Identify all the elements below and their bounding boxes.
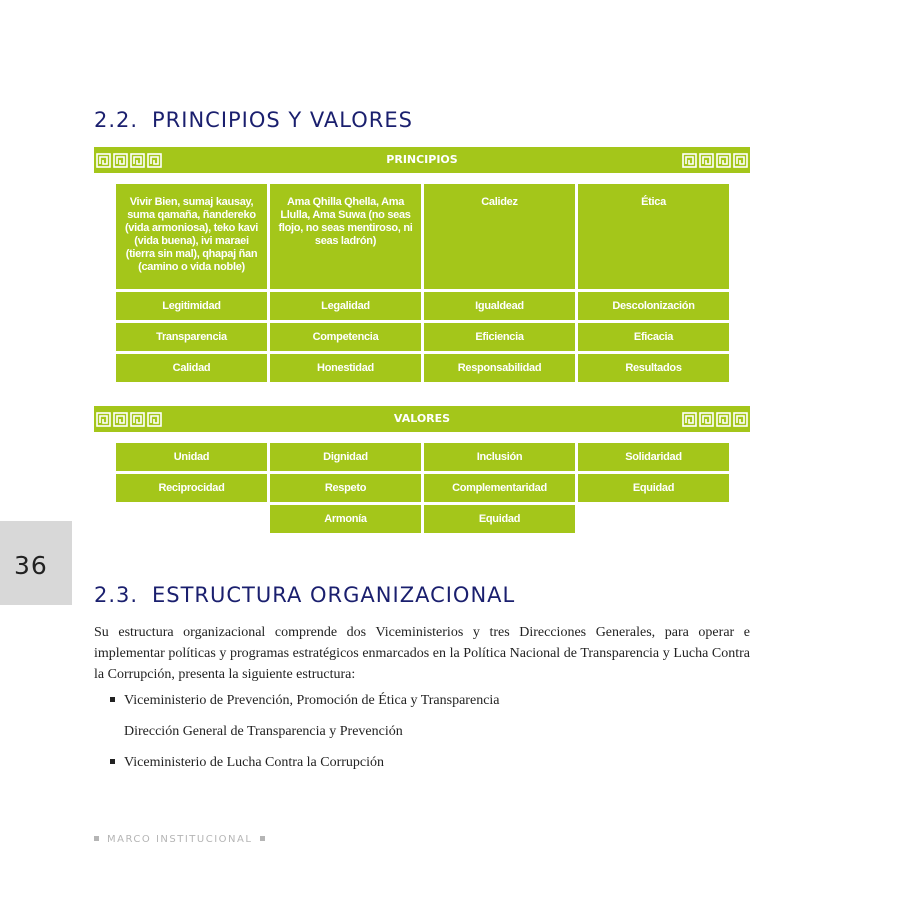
greek-key-icon: [682, 153, 697, 168]
running-footer: [94, 834, 273, 845]
principios-cell: Resultados: [578, 354, 729, 382]
section-number: 2.3.: [94, 583, 139, 607]
principios-header-label: PRINCIPIOS: [386, 153, 458, 166]
valores-empty-cell: [116, 505, 267, 533]
valores-cell: Complementaridad: [424, 474, 575, 502]
principios-cell: Responsabilidad: [424, 354, 575, 382]
principios-cell: Eficacia: [578, 323, 729, 351]
principios-cell: Vivir Bien, sumaj kausay, suma qamaña, ñandereko (vida armoniosa), teko kavi (vida buena), ivi maraei (tierra sin mal), qhapaj ñan (camino o vida noble): [116, 184, 267, 289]
valores-cell: Respeto: [270, 474, 421, 502]
principios-cell: Calidad: [116, 354, 267, 382]
section-title-estructura: [94, 583, 515, 607]
section-title-principios-valores: [94, 108, 413, 132]
principios-cell: Legalidad: [270, 292, 421, 320]
section-title-text: ESTRUCTURA ORGANIZACIONAL: [152, 583, 516, 607]
valores-header-band: [94, 406, 750, 432]
principios-header-band: [94, 147, 750, 173]
bullet-square-icon: [110, 697, 115, 702]
bullet-square-icon: [110, 759, 115, 764]
valores-cell: Inclusión: [424, 443, 575, 471]
principios-cell: Calidez: [424, 184, 575, 289]
valores-table: [116, 443, 729, 533]
valores-cell: Solidaridad: [578, 443, 729, 471]
valores-cell: Reciprocidad: [116, 474, 267, 502]
page-number-tab: [0, 521, 72, 605]
list-item: [110, 693, 500, 709]
list-subitem: Dirección General de Transparencia y Prevención: [124, 724, 403, 739]
list-item-text: Viceministerio de Prevención, Promoción de Ética y Transparencia: [124, 693, 500, 708]
principios-table: [116, 184, 729, 382]
greek-key-right-icon: [682, 406, 748, 432]
principios-cell: Ama Qhilla Qhella, Ama Llulla, Ama Suwa (no seas flojo, no seas mentiroso, ni seas ladrón): [270, 184, 421, 289]
valores-empty-cell: [578, 505, 729, 533]
valores-cell: Armonía: [270, 505, 421, 533]
page-number: 36: [14, 551, 48, 580]
greek-key-icon: [733, 412, 748, 427]
greek-key-icon: [733, 153, 748, 168]
greek-key-icon: [716, 412, 731, 427]
list-item: [110, 755, 384, 771]
valores-header-label: VALORES: [393, 412, 451, 425]
section-number: 2.2.: [94, 108, 139, 132]
greek-key-icon: [716, 153, 731, 168]
footer-square-icon: [94, 836, 99, 841]
body-paragraph: Su estructura organizacional comprende dos Viceministerios y tres Direcciones Generales, para operar e implementar políticas y programas estratégicos enmarcados en la Política Nacional de Transparencia y Lucha Contra la Corrupción, presenta la siguiente estructura:: [94, 625, 750, 682]
principios-cell: Honestidad: [270, 354, 421, 382]
greek-key-icon: [699, 412, 714, 427]
footer-label: MARCO INSTITUCIONAL: [107, 834, 253, 845]
greek-key-right-icon: [682, 147, 748, 173]
principios-cell: Ética: [578, 184, 729, 289]
greek-key-icon: [699, 153, 714, 168]
valores-cell: Unidad: [116, 443, 267, 471]
principios-cell: Eficiencia: [424, 323, 575, 351]
principios-cell: Descolonización: [578, 292, 729, 320]
principios-cell: Competencia: [270, 323, 421, 351]
principios-cell: Legitimidad: [116, 292, 267, 320]
section-title-text: PRINCIPIOS Y VALORES: [152, 108, 413, 132]
greek-key-icon: [682, 412, 697, 427]
valores-cell: Equidad: [424, 505, 575, 533]
valores-cell: Dignidad: [270, 443, 421, 471]
valores-cell: Equidad: [578, 474, 729, 502]
footer-square-icon: [260, 836, 265, 841]
principios-cell: Igualdead: [424, 292, 575, 320]
principios-cell: Transparencia: [116, 323, 267, 351]
list-item-text: Viceministerio de Lucha Contra la Corrupción: [124, 755, 385, 770]
